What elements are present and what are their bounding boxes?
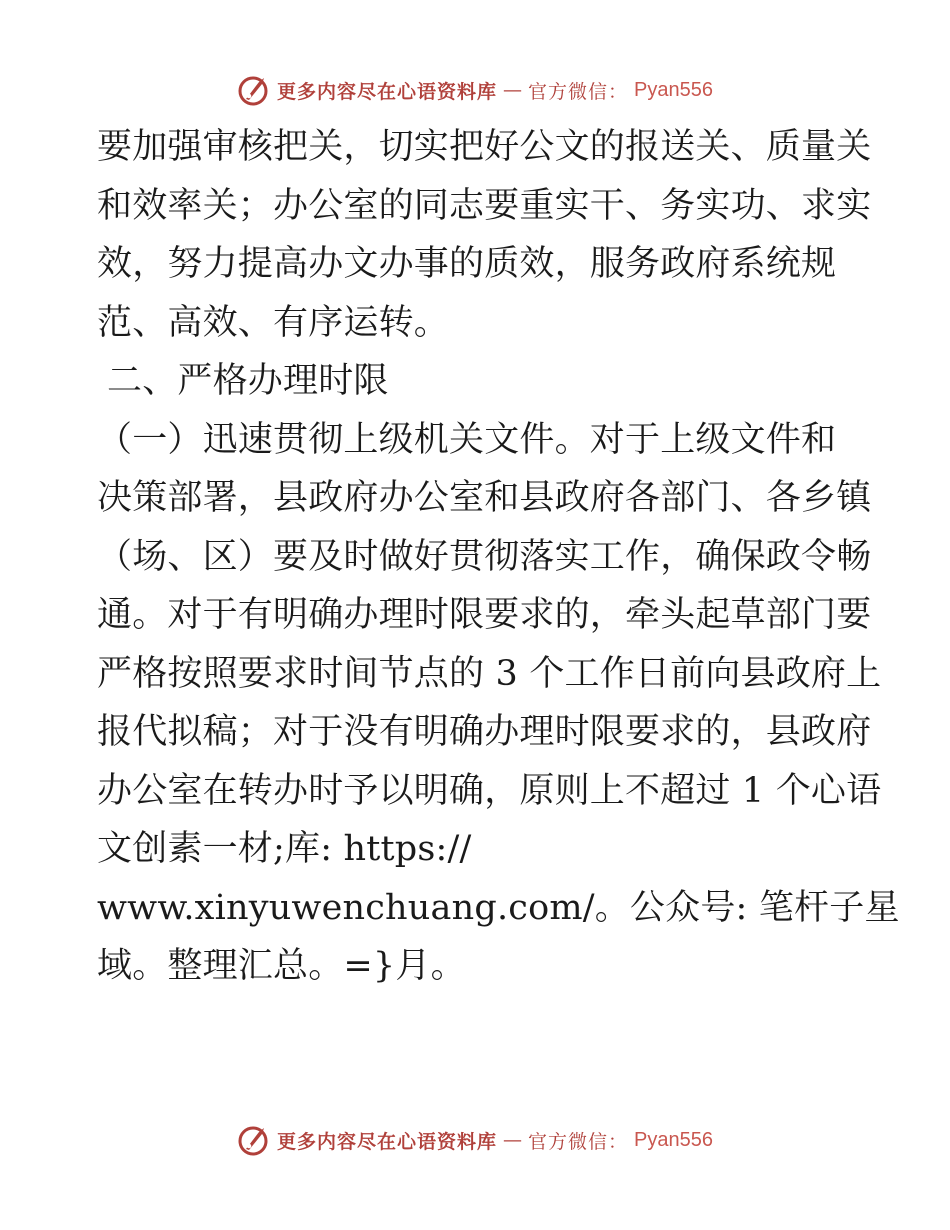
section-heading: 二、严格办理时限 xyxy=(107,361,389,401)
banner-wechat-id: Pyan556 xyxy=(634,1128,713,1151)
banner-label-text: 官方微信： xyxy=(528,80,629,103)
para2-line-10: 域。整理汇总。=}月。 xyxy=(97,946,466,986)
para2-line-2: 决策部署，县政府办公室和县政府各部门、各乡镇 xyxy=(97,478,872,518)
document-body xyxy=(97,118,900,996)
banner-label-text: 官方微信： xyxy=(528,1130,629,1153)
para1-line-4: 范、高效、有序运转。 xyxy=(97,302,450,343)
para1-line-3: 效，努力提高办文办事的质效，服务政府系统规 xyxy=(97,244,837,284)
para2-line-3: （场、区）要及时做好贯彻落实工作，确保政令畅 xyxy=(97,536,872,577)
banner-separator: — xyxy=(503,79,523,101)
header-banner xyxy=(0,70,950,110)
para2-line-8: 文创素一材;库: https:// xyxy=(97,829,472,869)
banner-main-text: 更多内容尽在心语资料库 xyxy=(277,1130,498,1153)
para2-line-1: （一）迅速贯彻上级机关文件。对于上级文件和 xyxy=(97,419,837,460)
para2-line-9: www.xinyuwenchuang.com/。公众号: 笔杆子星 xyxy=(97,887,900,928)
footer-banner xyxy=(0,1120,950,1160)
para2-line-6: 报代拟稿；对于没有明确办理时限要求的，县政府 xyxy=(97,712,872,752)
para2-line-7: 办公室在转办时予以明确，原则上不超过 1 个心语 xyxy=(97,770,882,811)
banner-separator: — xyxy=(503,1129,523,1151)
para1-line-2: 和效率关；办公室的同志要重实干、务实功、求实 xyxy=(97,185,872,226)
para2-line-4: 通。对于有明确办理时限要求的，牵头起草部门要 xyxy=(97,595,872,635)
quill-pen-circle-logo-icon xyxy=(237,73,271,107)
para1-line-1: 要加强审核把关，切实把好公文的报送关、质量关 xyxy=(97,127,872,167)
banner-wechat-id: Pyan556 xyxy=(634,78,713,101)
quill-pen-circle-logo-icon xyxy=(237,1123,271,1157)
banner-main-text: 更多内容尽在心语资料库 xyxy=(277,80,498,103)
para2-line-5: 严格按照要求时间节点的 3 个工作日前向县政府上 xyxy=(97,653,882,694)
